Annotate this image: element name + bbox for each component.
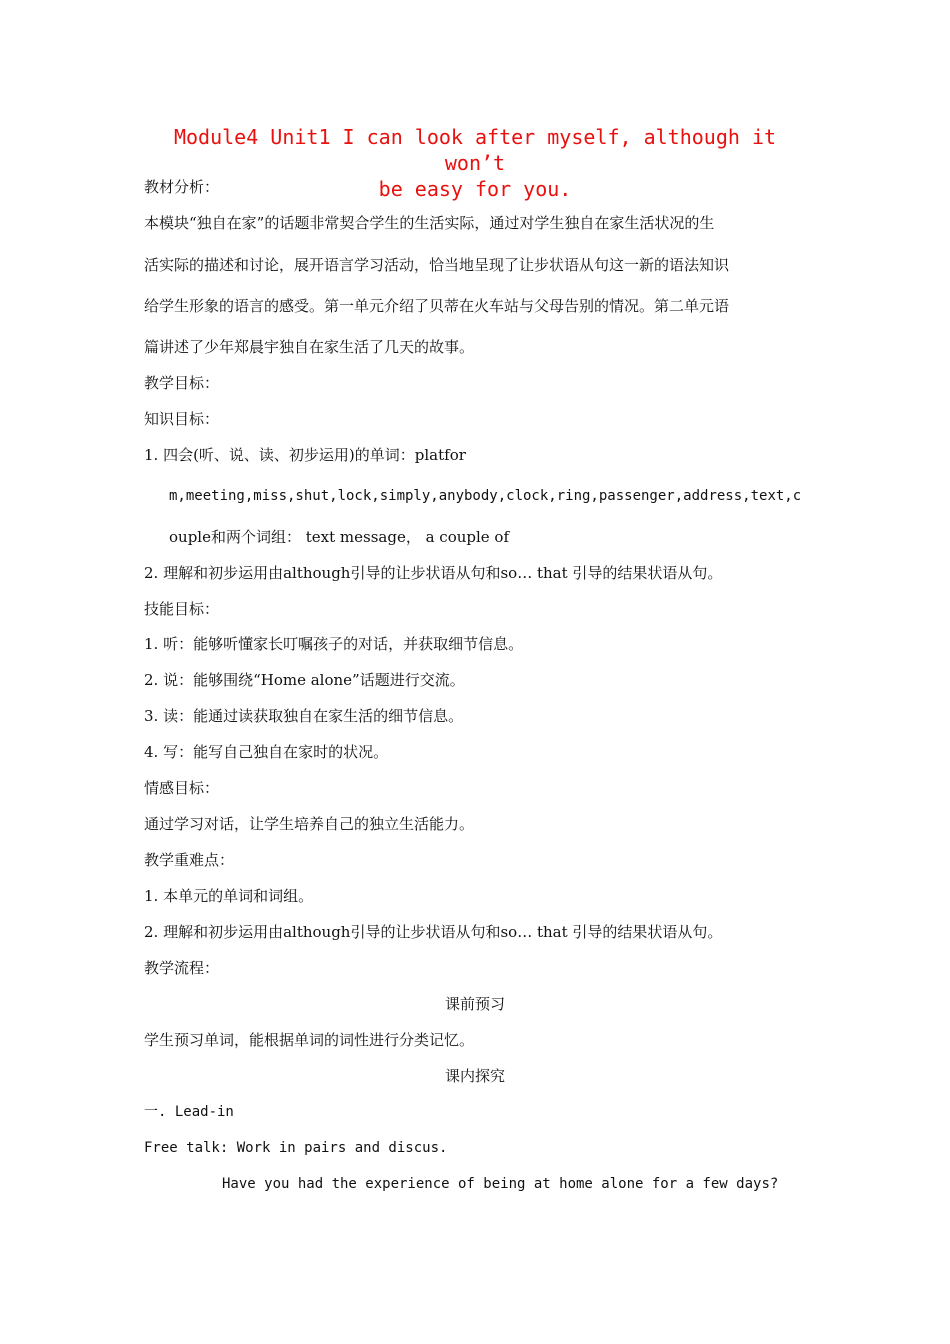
title-line-1: Module4 Unit1 I can look after myself, although it won’t [173, 125, 777, 175]
list-item: 1. 听：能够听懂家长叮嘱孩子的对话，并获取细节信息。 [144, 635, 524, 653]
paragraph-line: 篇讲述了少年郑晨宇独自在家生活了几天的故事。 [144, 338, 475, 356]
list-item: 2. 说：能够围绕“Home alone”话题进行交流。 [144, 671, 465, 689]
section-title-explore: 课内探究 [444, 1067, 505, 1085]
list-item: 1. 四会(听、说、读、初步运用)的单词：platfor [144, 446, 466, 464]
list-item: 1. 本单元的单词和词组。 [144, 887, 314, 905]
list-item-continuation: m,meeting,miss,shut,lock,simply,anybody,clock,ring,passenger,address,text,c [169, 488, 802, 504]
heading-teaching-process: 教学流程： [144, 959, 220, 977]
heading-skill-goals: 技能目标： [144, 600, 220, 618]
heading-teaching-goals: 教学目标： [144, 374, 220, 392]
section-title-preview: 课前预习 [444, 995, 505, 1013]
heading-knowledge-goals: 知识目标： [144, 410, 220, 428]
paragraph-line: 本模块“独自在家”的话题非常契合学生的生活实际，通过对学生独自在家生活状况的生 [144, 214, 715, 232]
paragraph-line: 给学生形象的语言的感受。第一单元介绍了贝蒂在火车站与父母告别的情况。第二单元语 [144, 297, 730, 315]
heading-emotion-goals: 情感目标： [144, 779, 220, 797]
step-heading: 一. Lead-in [144, 1104, 234, 1120]
list-item-continuation: ouple和两个词组： text message， a couple of [169, 528, 510, 546]
paragraph-line: 活实际的描述和讨论，展开语言学习活动，恰当地呈现了让步状语从句这一新的语法知识 [144, 256, 730, 274]
paragraph-line: Free talk: Work in pairs and discus. [144, 1140, 448, 1156]
title-line-2: be easy for you. [378, 177, 572, 201]
paragraph-line: 通过学习对话，让学生培养自己的独立生活能力。 [144, 815, 475, 833]
question-line: Have you had the experience of being at home alone for a few days? [222, 1176, 779, 1192]
paragraph-line: 学生预习单词，能根据单词的词性进行分类记忆。 [144, 1031, 475, 1049]
list-item: 2. 理解和初步运用由although引导的让步状语从句和so… that 引导的结果状语从句。 [144, 564, 723, 582]
heading-textbook-analysis: 教材分析： [144, 178, 220, 196]
heading-key-difficulties: 教学重难点： [144, 851, 235, 869]
list-item: 3. 读：能通过读获取独自在家生活的细节信息。 [144, 707, 464, 725]
list-item: 4. 写：能写自己独自在家时的状况。 [144, 743, 389, 761]
list-item: 2. 理解和初步运用由although引导的让步状语从句和so… that 引导的结果状语从句。 [144, 923, 723, 941]
